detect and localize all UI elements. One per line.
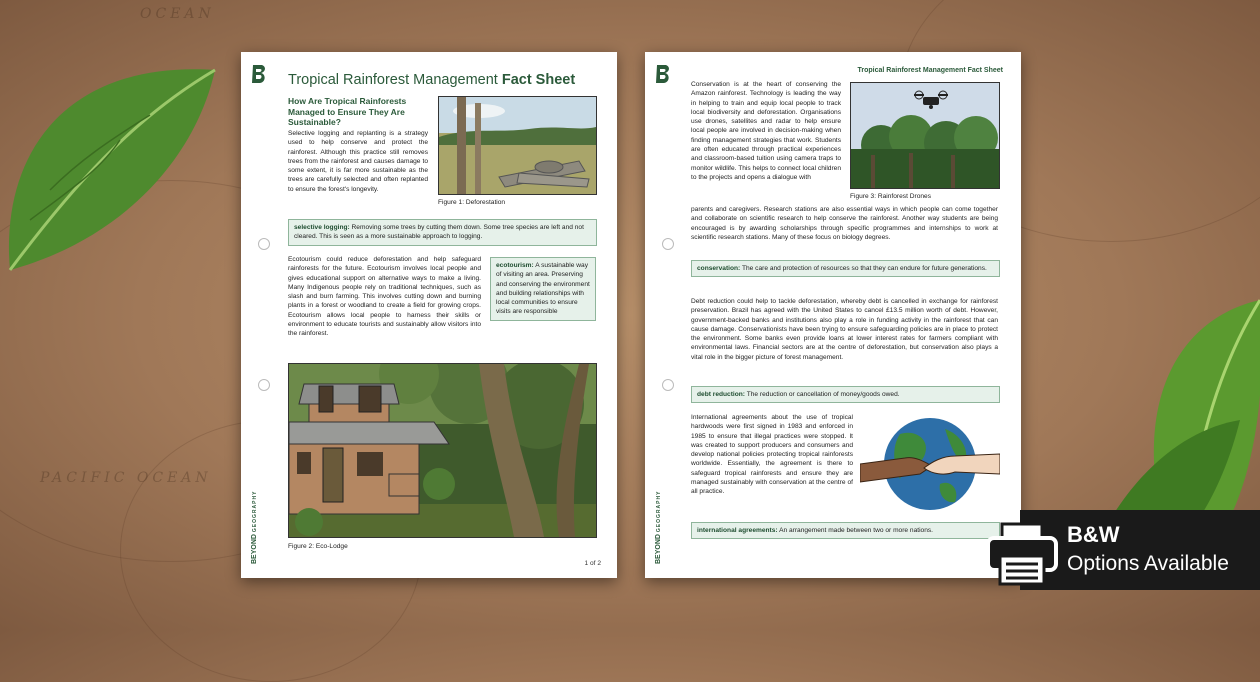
section-heading: How Are Tropical Rainforests Managed to Ensure They Are Sustainable? [288, 96, 407, 127]
paragraph-ecotourism: Ecotourism could reduce deforestation and help safeguard rainforests for the future. Ecotourism involves local people and gives educational support on alternative ways to make a living. Many Indigenous people rely on traditional techniques, such as slash and burn farming. This involves cutting down and burning plants in a forest or woodland to create a field for growing crops. Ecotourism allows local people to harness their skills or environment to educate tourists and sustainably allow visitors into the rainforest. [288, 256, 481, 338]
brand-vertical: BEYOND GEOGRAPHY [251, 490, 258, 564]
figure-caption: Figure 1: Deforestation [438, 199, 506, 206]
figure-caption: Figure 2: Eco-Lodge [288, 543, 348, 550]
banner-title: B&W [1067, 522, 1120, 547]
figure-eco-lodge [288, 363, 597, 538]
printer-icon [986, 522, 1058, 586]
page-number: 1 of 2 [584, 560, 601, 567]
beyond-logo-icon [250, 64, 266, 84]
paragraph-selective-logging: Selective logging and replanting is a strategy used to help conserve and protect the rainforest. Although this practice still removes trees from the rainforest and causes damage to some extent, it is far more sustainable as the trees are carefully selected and often replanted to ensure the forest's longevity. [288, 130, 428, 193]
bw-options-banner [1020, 510, 1260, 590]
definition-box: selective logging: Removing some trees by cutting them down. Some tree species are left and not cleared. This is seen as a more sustainable approach to logging. [288, 219, 597, 246]
punch-hole [662, 379, 674, 391]
leaf-top-left [0, 20, 240, 290]
punch-hole [662, 238, 674, 250]
fact-sheet-page-2 [645, 52, 1021, 578]
punch-hole [258, 238, 270, 250]
banner-subtitle: Options Available [1067, 552, 1229, 575]
paragraph-debt-reduction: Debt reduction could help to tackle deforestation, whereby debt is cancelled in exchange for rainforest preservation. Brazil has agreed with the United States to cancel £13.5 million worth of debt. However, government-backed banks and institutions also play a role in funding activity in the rainforest that can cause damage. Conservationists have been trying to ensure safeguarding policies are in place to protect the environment. Some banks even provide loans at lower interest rates for farmers compliant with environmental laws. Financial sectors are at the centre of deforestation, but conservation also plays a vital role in the bigger picture of forest management. [691, 298, 998, 361]
figure-caption: Figure 3: Rainforest Drones [850, 193, 931, 200]
definition-box: debt reduction: The reduction or cancellation of money/goods owed. [691, 386, 1000, 403]
beyond-logo-icon [654, 64, 670, 84]
page-header: Tropical Rainforest Management Fact Sheet [857, 67, 1003, 74]
definition-box: international agreements: An arrangement made between two or more nations. [691, 522, 1000, 539]
fact-sheet-page-1 [241, 52, 617, 578]
figure-rainforest-drones [850, 82, 1000, 189]
brand-vertical: BEYOND GEOGRAPHY [655, 490, 662, 564]
punch-hole [258, 379, 270, 391]
map-label: OCEAN [140, 6, 215, 22]
paragraph-conservation-b: parents and caregivers. Research stations are also essential ways in which people can come together and collaborate on scientific research to help conserve the rainforest. Another way students are being encouraged is by awarding scholarships through specific programmes and internships to work at scientific research stations. Many of these focus on biology degrees. [691, 206, 998, 241]
paragraph-international-agreements: International agreements about the use of tropical hardwoods were first signed in 1983 and enforced in 1985 to ensure that illegal practices were stopped. It was created to support producers and consumers and develop national policies protecting tropical rainforests worldwide. Essentially, the agreement is there to safeguard tropical rainforests and ensure they are managed sustainably with conservation at the centre of all practice. [691, 414, 853, 496]
definition-box: conservation: The care and protection of resources so that they can endure for future generations. [691, 260, 1000, 277]
page-title: Tropical Rainforest Management Fact Sheet [288, 72, 576, 88]
definition-box: ecotourism: A sustainable way of visiting an area. Preserving and conserving the environment and building relationships with local communities to ensure visits are responsible [490, 257, 596, 321]
map-label: PACIFIC OCEAN [40, 470, 212, 486]
globe-handshake-icon [860, 414, 1000, 514]
paragraph-conservation-a: Conservation is at the heart of conserving the Amazon rainforest. Technology is leading the way in helping to train and equip local people to track local biodiversity and deforestation. Organisations use drones, satellites and radar to help ensure local people are involved in decision-making when finding management strategies that work. Students are often educated through practical experiences and classroom-based tuition using camera traps to monitor wildlife. This helps to connect local children to the projects and opens a dialogue with [691, 81, 841, 181]
figure-deforestation [438, 96, 597, 195]
